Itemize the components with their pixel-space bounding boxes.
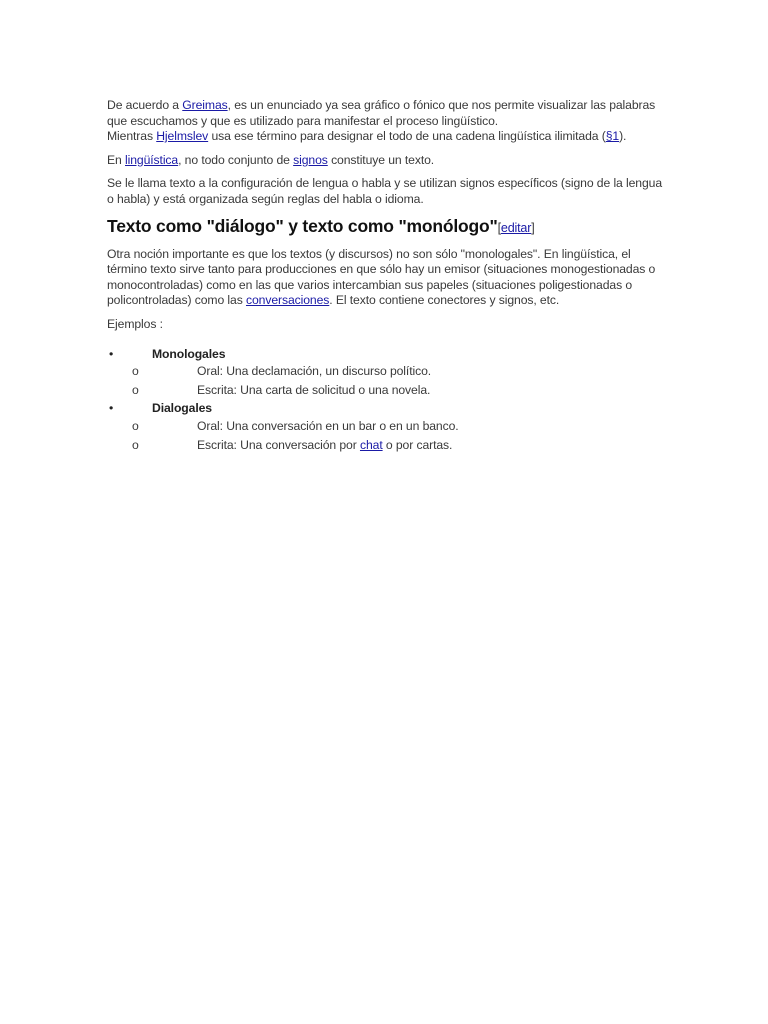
category-label: Dialogales [152,401,212,416]
example-text: Escrita: Una carta de solicitud o una novela. [197,382,431,397]
section-heading [107,216,667,238]
circle-bullet-icon: o [132,382,139,397]
edit-bracket-close: ] [531,220,535,235]
text: Mientras [107,129,157,144]
link-chat[interactable]: chat [359,437,383,452]
circle-bullet-icon: o [132,418,139,433]
edit-link[interactable]: editar [500,220,532,235]
example-text: Oral: Una declamación, un discurso político. [197,364,432,379]
paragraph-intro [107,98,667,145]
paragraph-definition: Se le llama texto a la configuración de lengua o habla y se utilizan signos específicos (signo de la lengua o habla) y está organizada según reglas del habla o idioma. [107,176,663,206]
document-page [107,98,667,456]
list-item-escrita [107,438,667,454]
bullet-icon: • [109,346,114,361]
list-item-monologales [107,347,667,399]
link-conversaciones[interactable]: conversaciones [245,293,330,308]
paragraph-ejemplos: Ejemplos : [107,316,163,331]
list-item-oral [107,364,667,380]
examples-list [107,347,667,454]
edit-bracket-open: [ [497,220,501,235]
text: En [107,152,125,167]
text: o por cartas. [382,437,453,452]
bullet-icon: • [109,401,114,416]
text: Otra noción importante es que los textos (y discursos) no son sólo "monologales". En lingüística, el término texto sirve tanto para producciones en que sólo hay un emisor (situaciones monogestionadas o monocontroladas) como en las que varios intercambian sus papeles (situaciones poligestionadas o policontroladas) como las [107,246,656,308]
sublist-monologales [107,364,667,398]
link-linguistica[interactable]: lingüística [125,152,179,167]
list-item-escrita [107,383,667,399]
text: ). [619,129,627,144]
list-item-oral [107,419,667,435]
text: constituye un texto. [327,152,435,167]
section-heading-title: Texto como "diálogo" y texto como "monólogo" [107,215,498,236]
text: . El texto contiene conectores y signos, etc. [329,293,560,308]
text: , es un enunciado ya sea gráfico o fónico que nos permite visualizar las palabras que escuchamos y que es utilizado para manifestar el proceso lingüístico. [107,98,656,128]
link-signos[interactable]: signos [293,152,328,167]
circle-bullet-icon: o [132,364,139,379]
text: , no todo conjunto de [178,152,294,167]
text: usa ese término para designar el todo de una cadena lingüística ilimitada ( [208,129,606,144]
sublist-dialogales [107,419,667,453]
link-hjelmslev[interactable]: Hjelmslev [156,129,209,144]
paragraph-linguistica [107,153,667,169]
category-label: Monologales [152,346,226,361]
paragraph-dialogo [107,247,667,309]
example-text [197,438,452,452]
edit-section [498,221,535,235]
link-greimas[interactable]: Greimas [182,98,228,112]
circle-bullet-icon: o [132,437,139,452]
list-item-dialogales [107,401,667,453]
link-reference-1[interactable]: §1 [605,129,620,144]
text: Escrita: Una conversación por [197,437,360,452]
example-text: Oral: Una conversación en un bar o en un banco. [197,418,459,433]
text: De acuerdo a [107,98,183,112]
